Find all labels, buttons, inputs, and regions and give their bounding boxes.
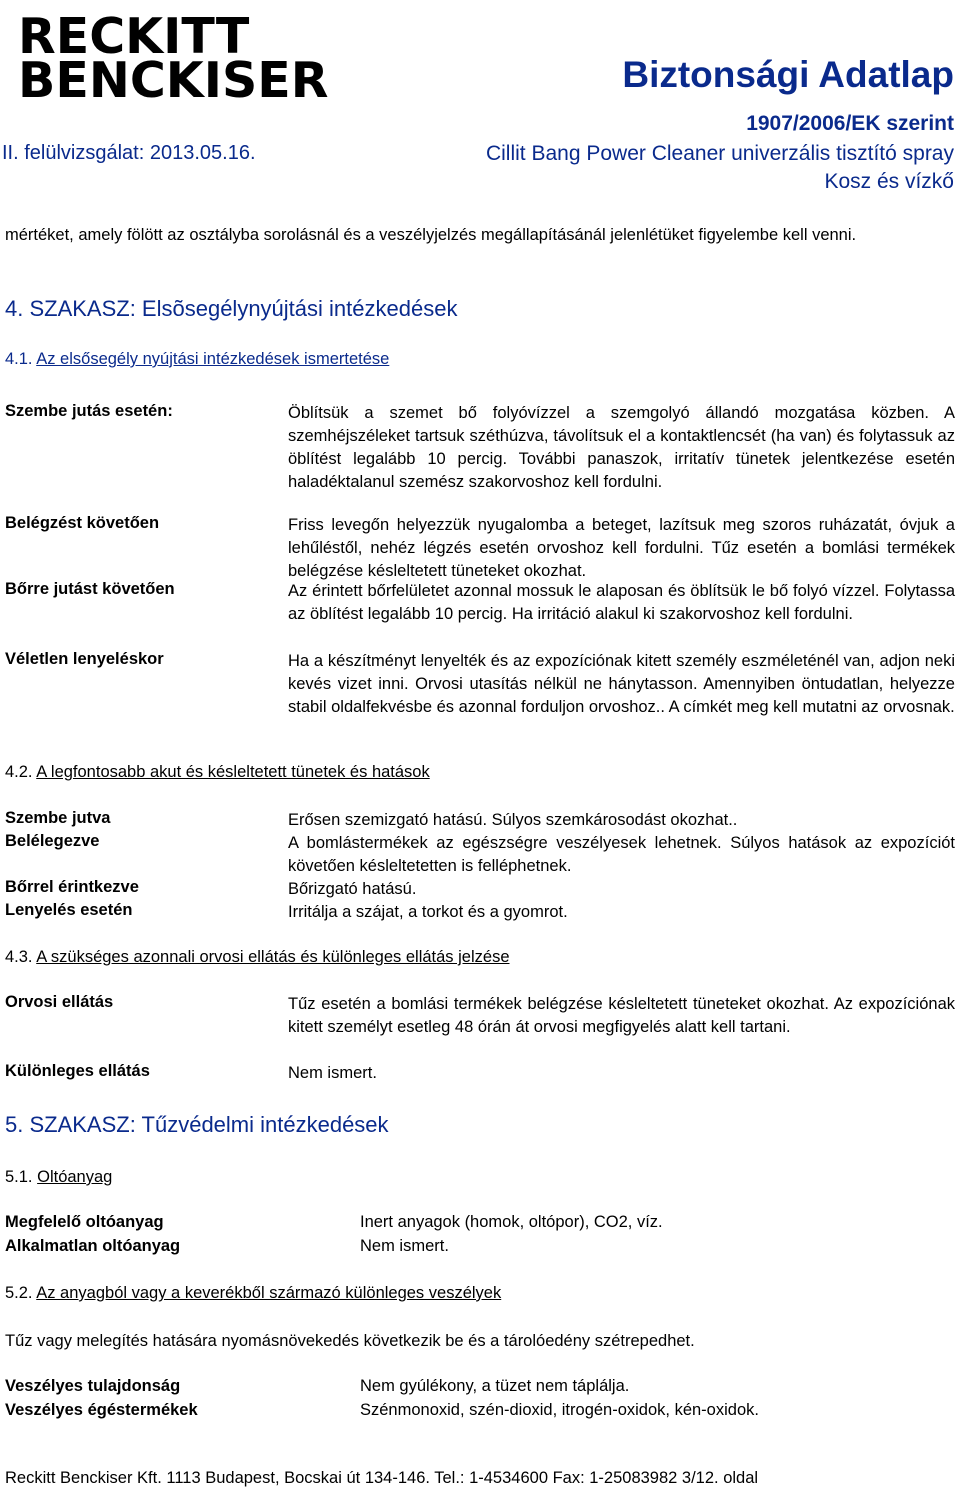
first-aid-text: Öblítsük a szemet bő folyóvízzel a szemgolyó állandó mozgatása közben. A szemhéjszéleket tartsuk széthúzva, távolítsuk el a kontaktlencsét (ha van) és folytassuk az öblítést legalább 10 percig. További panaszok, irritatív tünetek jelentkezése esetén haladéktalanul szemész szakorvoshoz kell fordulni.: [288, 404, 955, 491]
revision-date: II. felülvizsgálat: 2013.05.16.: [2, 142, 256, 164]
extinguisher-text: Inert anyagok (homok, oltópor), CO2, víz.: [360, 1213, 663, 1231]
intro-paragraph: mértéket, amely fölött az osztályba sorolásnál és a veszélyjelzés megállapításánál jelenlétüket figyelembe kell venni.: [5, 226, 857, 244]
logo-line-2: BENCKISER: [18, 52, 329, 109]
symptom-label: Bőrrel érintkezve: [5, 878, 139, 896]
hazard-text: Szénmonoxid, szén-dioxid, itrogén-oxidok, kén-oxidok.: [360, 1401, 759, 1419]
medical-care-label: Orvosi ellátás: [5, 993, 114, 1011]
first-aid-label: Szembe jutás esetén:: [5, 402, 173, 420]
symptom-label: Szembe jutva: [5, 809, 111, 827]
subsection-number: 5.2.: [5, 1284, 33, 1302]
subsection-5-2-title: [5, 1284, 501, 1303]
hazard-paragraph: Tűz vagy melegítés hatására nyomásnövekedés következik be és a tárolóedény szétrepedhet.: [5, 1332, 695, 1350]
medical-care-text: Nem ismert.: [288, 1064, 377, 1082]
subsection-heading: Az anyagból vagy a keverékből származó különleges veszélyek: [36, 1284, 502, 1302]
subsection-4-1-title: [5, 350, 389, 369]
first-aid-label: Bőrre jutást követően: [5, 580, 175, 598]
symptom-text: Erősen szemizgató hatású. Súlyos szemkárosodást okozhat..: [288, 811, 738, 829]
subsection-4-2-title: [5, 763, 430, 782]
subsection-heading: Oltóanyag: [37, 1168, 113, 1186]
regulation-label: 1907/2006/EK szerint: [746, 112, 954, 135]
extinguisher-text: Nem ismert.: [360, 1237, 449, 1255]
first-aid-text: Ha a készítményt lenyelték és az expozíciónak kitett személy eszméleténél van, adjon neki kevés vizet inni. Orvosi utasítás nélkül ne hánytasson. Amennyiben öntudatlan, helyezze stabil oldalfekvésbe és azonnal forduljon orvoshoz.. A címkét meg kell mutatni az orvosnak.: [288, 652, 955, 716]
subsection-number: 4.1.: [5, 350, 33, 368]
subsection-number: 5.1.: [5, 1168, 33, 1186]
document-title: Biztonsági Adatlap: [622, 54, 954, 95]
first-aid-text: Az érintett bőrfelületet azonnal mossuk le alaposan és öblítsük le bő folyó vízzel. Folytassa az öblítést legalább 10 percig. Ha irritáció alakul ki szakorvoshoz kell fordulni.: [288, 582, 955, 623]
hazard-label: Veszélyes égéstermékek: [5, 1401, 198, 1419]
symptom-text: Irritálja a szájat, a torkot és a gyomrot.: [288, 903, 568, 921]
logo-line-1: RECKITT: [18, 8, 250, 65]
symptom-text: Bőrizgató hatású.: [288, 880, 417, 898]
product-name: Cillit Bang Power Cleaner univerzális tisztító spray: [485, 142, 954, 165]
extinguisher-label: Megfelelő oltóanyag: [5, 1213, 164, 1231]
extinguisher-label: Alkalmatlan oltóanyag: [5, 1237, 181, 1255]
symptom-text: A bomlástermékek az egészségre veszélyesek lehetnek. Súlyos hatások az expozíciót követően késleltetetten is felléphetnek.: [288, 834, 955, 875]
hazard-text: Nem gyúlékony, a tüzet nem táplálja.: [360, 1377, 630, 1395]
medical-care-text: Tűz esetén a bomlási termékek belégzése késleltetett tüneteket okozhat. Az expozíciónak kitett személyt esetleg 48 órán át orvosi megfigyelés alatt kell tartani.: [288, 995, 955, 1036]
subsection-4-3-title: [5, 948, 510, 967]
product-variant: Kosz és vízkő: [824, 170, 954, 193]
subsection-heading: A legfontosabb akut és késleltetett tünetek és hatások: [36, 763, 430, 781]
first-aid-text: Friss levegőn helyezzük nyugalomba a beteget, lazítsuk meg szoros ruházatát, óvjuk a lehűléstől, nehéz légzés esetén orvoshoz kell fordulni. Tűz esetén a bomlási termékek belégzése késleltetett tüneteket okozhat.: [288, 516, 955, 580]
section-4-title: 4. SZAKASZ: Elsõsegélynyújtási intézkedések: [5, 296, 458, 321]
hazard-label: Veszélyes tulajdonság: [5, 1377, 181, 1395]
medical-care-label: Különleges ellátás: [5, 1062, 150, 1080]
symptom-label: Lenyelés esetén: [5, 901, 133, 919]
subsection-heading: A szükséges azonnali orvosi ellátás és különleges ellátás jelzése: [36, 948, 510, 966]
section-5-title: 5. SZAKASZ: Tűzvédelmi intézkedések: [5, 1112, 389, 1137]
subsection-number: 4.3.: [5, 948, 33, 966]
subsection-5-1-title: [5, 1168, 112, 1187]
subsection-number: 4.2.: [5, 763, 33, 781]
symptom-label: Belélegezve: [5, 832, 100, 850]
subsection-heading: Az elsősegély nyújtási intézkedések ismertetése: [36, 350, 390, 368]
first-aid-label: Belégzést követően: [5, 514, 160, 532]
page-footer: Reckitt Benckiser Kft. 1113 Budapest, Bocskai út 134-146. Tel.: 1-4534600 Fax: 1-25083982 3/12. oldal: [5, 1469, 759, 1487]
first-aid-label: Véletlen lenyeléskor: [5, 650, 164, 668]
